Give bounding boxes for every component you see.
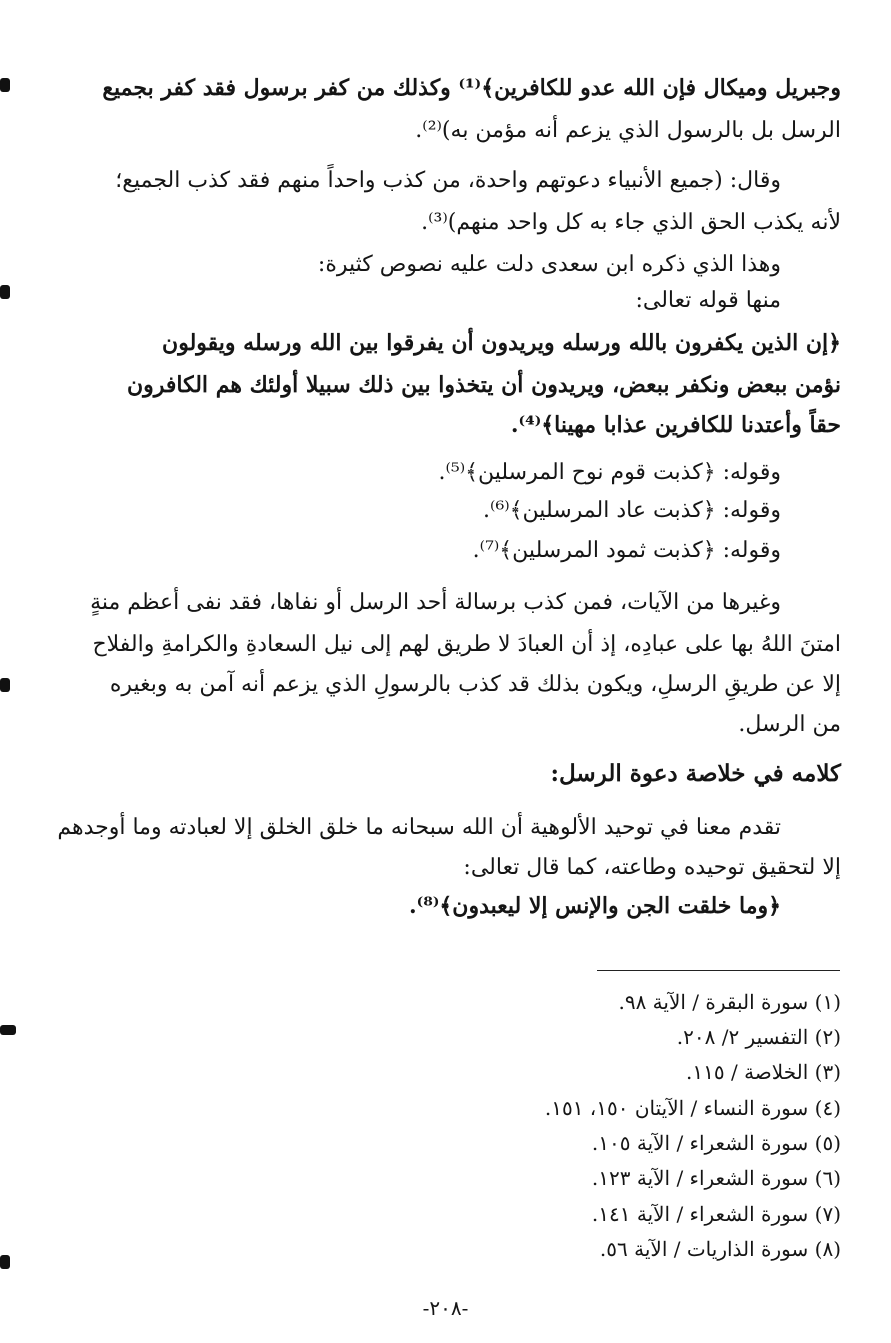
- footnote: (٥) سورة الشعراء / الآية ١٠٥.: [591, 1131, 841, 1155]
- footnote: (٤) سورة النساء / الآيتان ١٥٠، ١٥١.: [544, 1096, 841, 1120]
- footnote: (٣) الخلاصة / ١١٥.: [686, 1060, 841, 1084]
- section-heading: كلامه في خلاصة دعوة الرسل:: [550, 760, 841, 787]
- scan-mark: [0, 1255, 10, 1269]
- footnote: (٧) سورة الشعراء / الآية ١٤١.: [591, 1202, 841, 1226]
- text-line: وقوله: ﴿كذبت قوم نوح المرسلين﴾⁽⁵⁾.: [438, 460, 781, 485]
- text-line: تقدم معنا في توحيد الألوهية أن الله سبحانه ما خلق الخلق إلا لعبادته وما أوجدهم: [57, 815, 781, 840]
- text-line: لأنه يكذب الحق الذي جاء به كل واحد منهم)⁽³⁾.: [421, 210, 841, 235]
- page-number: -٢٠٨-: [422, 1296, 469, 1320]
- scan-mark: [0, 78, 10, 92]
- text-line: وقال: (جميع الأنبياء دعوتهم واحدة، من كذب واحداً منهم فقد كذب الجميع؛: [115, 168, 781, 193]
- scan-mark: [0, 678, 10, 692]
- quran-verse-line: حقاً وأعتدنا للكافرين عذابا مهينا﴾⁽⁴⁾.: [510, 412, 841, 438]
- footnote-separator: [597, 970, 840, 971]
- text-line: وجبريل وميكال فإن الله عدو للكافرين﴾⁽¹⁾ وكذلك من كفر برسول فقد كفر بجميع: [102, 75, 841, 101]
- text-line: امتنَ اللهُ بها على عبادِه، إذ أن العبادَ لا طريق لهم إلى نيل السعادةِ والكرامةِ والفلاح: [92, 632, 841, 657]
- text-line: وقوله: ﴿كذبت عاد المرسلين﴾⁽⁶⁾.: [483, 498, 781, 523]
- scan-mark: [0, 1025, 16, 1035]
- text-line: إلا لتحقيق توحيده وطاعته، كما قال تعالى:: [463, 855, 841, 880]
- scan-mark: [0, 285, 10, 299]
- text-line: الرسل بل بالرسول الذي يزعم أنه مؤمن به)⁽²⁾.: [415, 118, 841, 143]
- footnote: (٢) التفسير ٢/ ٢٠٨.: [676, 1025, 841, 1049]
- text-line: وهذا الذي ذكره ابن سعدى دلت عليه نصوص كثيرة:: [317, 252, 781, 277]
- text-line: منها قوله تعالى:: [635, 288, 781, 313]
- footnote: (٦) سورة الشعراء / الآية ١٢٣.: [591, 1166, 841, 1190]
- quran-verse-line: ﴿وما خلقت الجن والإنس إلا ليعبدون﴾⁽⁸⁾.: [408, 893, 781, 919]
- text-line: من الرسل.: [738, 712, 841, 737]
- text-line: إلا عن طريقِ الرسلِ، ويكون بذلك قد كذب بالرسولِ الذي يزعم أنه آمن به وبغيره: [109, 672, 841, 697]
- text-line: وقوله: ﴿كذبت ثمود المرسلين﴾⁽⁷⁾.: [472, 538, 781, 563]
- quran-verse-line: نؤمن ببعض ونكفر ببعض، ويريدون أن يتخذوا بين ذلك سبيلا أولئك هم الكافرون: [126, 372, 841, 398]
- main-text: [41, 0, 841, 940]
- quran-verse-line: ﴿إن الذين يكفرون بالله ورسله ويريدون أن يفرقوا بين الله ورسله ويقولون: [162, 330, 841, 356]
- text-line: وغيرها من الآيات، فمن كذب برسالة أحد الرسل أو نفاها، فقد نفى أعظم منةٍ: [90, 590, 781, 615]
- footnote: (٨) سورة الذاريات / الآية ٥٦.: [599, 1237, 841, 1261]
- footnote: (١) سورة البقرة / الآية ٩٨.: [618, 990, 841, 1014]
